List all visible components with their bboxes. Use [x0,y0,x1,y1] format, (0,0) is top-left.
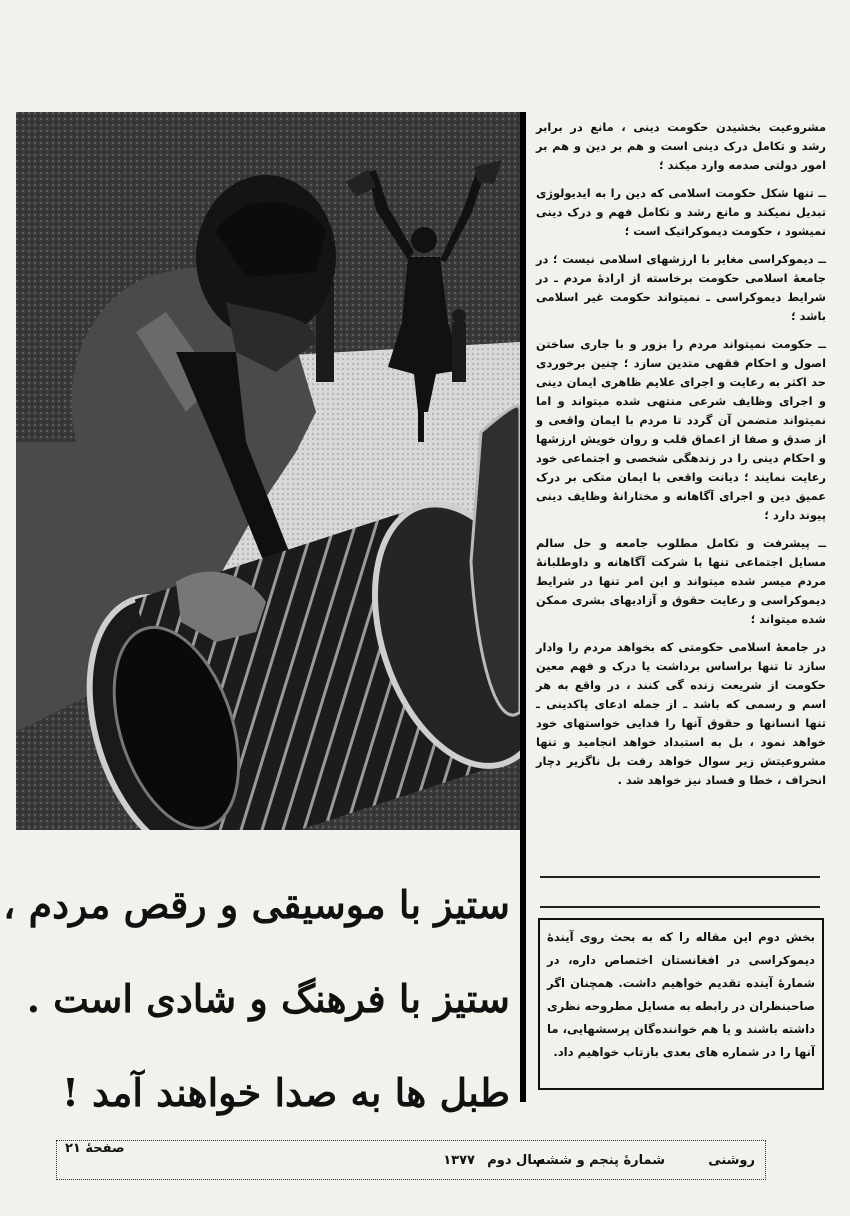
magazine-name: روشنی [708,1153,755,1168]
issue-number: شمارهٔ پنجم و ششم [535,1153,665,1168]
publication-date: ۱۳۷۷ [443,1153,475,1168]
section-rule [540,876,820,878]
article-paragraph: ــ حکومت نمیتواند مردم را بزور و با جاری ساختن اصول و احکام فقهی متدین سازد ؛ چنین برخوردی حد اکثر به رعایت و اجرای علایم ظاهری ایمان دینی و اجرای وظایف شرعی منتهی شده میتواند و اما نمیتواند متضمن آن گردد تا مردم با ایمان واقعی و از صدق و صفا از اعماق قلب و روان خویش ارزشها و احکام دینی را در زندهگی شخصی و اجتماعی خود رعایت نمایند ؛ دیانت واقعی با ایمان متکی بر درک عمیق دین و اجرای آگاهانه و مختارانهٔ وظایف دینی پیوند دارد ؛ [536,337,826,522]
editor-notice-box [538,918,824,1090]
article-paragraph: در جامعهٔ اسلامی حکومتی که بخواهد مردم را وادار سازد تا تنها براساس برداشت یا درک و فهم معین حکومت از شریعت زنده گی کنند ، در واقع به هر اسم و رسمی که باشد ـ از جمله ادعای پاکدینی ـ تنها انسانها و حقوق آنها را فدایی خواستهای خود خواهد نمود ، بل به استبداد خواهد انجامید و تنها مشروعیتش زیر سوال خواهد رفت بل ناگزیر دچار انحراف ، خطا و فساد نیز خواهد شد . [536,640,826,787]
editor-notice-text: بخش دوم این مقاله را که به بحث روی آیندهٔ دیموکراسی در افغانستان اختصاص داره، در شمارهٔ آینده تقدیم خواهیم داشت. همچنان اگر صاحبنظران در رابطه به مسایل مطروحه نظری داشته باشند و یا هم خواننده‌گان پرسشهایی، ما آنها را در شماره های بعدی بازتاب خواهیم داد. [547,930,815,1059]
headline-block [3,858,510,1140]
section-rule [540,906,820,908]
page-footer [56,1140,766,1180]
publication-year-label: سال دوم [487,1153,545,1168]
drummer-photo [16,112,520,830]
photo-illustration [16,112,520,830]
article-text [536,118,826,799]
headline-line: ستیز با فرهنگ و شادی است . [26,976,510,1021]
article-paragraph: ــ پیشرفت و تکامل مطلوب جامعه و حل سالم مسایل اجتماعی تنها با شرکت آگاهانه و داوطلبانهٔ مردم میسر شده میتواند و این امر تنها در شرایط دیموکراسی و رعایت حقوق و آزادیهای بشری ممکن شده میتواند ؛ [536,536,826,626]
headline-line: ستیز با موسیقی و رقص مردم ، [3,882,510,927]
page-number: صفحهٔ ۲۱ [65,1141,125,1156]
column-divider [520,112,526,1102]
article-paragraph: ــ تنها شکل حکومت اسلامی که دین را به ایدیولوژی تبدیل نمیکند و مانع رشد و تکامل فهم و درک دینی نمیشود ، حکومت دیموکراتیک است ؛ [536,186,826,238]
headline-line: طبل ها به صدا خواهند آمد ! [62,1070,510,1115]
article-paragraph: مشروعیت بخشیدن حکومت دینی ، مانع در برابر رشد و تکامل درک دینی است و هم بر دین و هم بر امور دولتی صدمه وارد میکند ؛ [536,120,826,172]
article-paragraph: ــ دیموکراسی مغایر با ارزشهای اسلامی نیست ؛ در جامعهٔ اسلامی حکومت برخاسته از ارادهٔ مردم ـ در شرایط دیموکراسی ـ نمیتواند حکومت غیر اسلامی باشد ؛ [536,252,826,323]
